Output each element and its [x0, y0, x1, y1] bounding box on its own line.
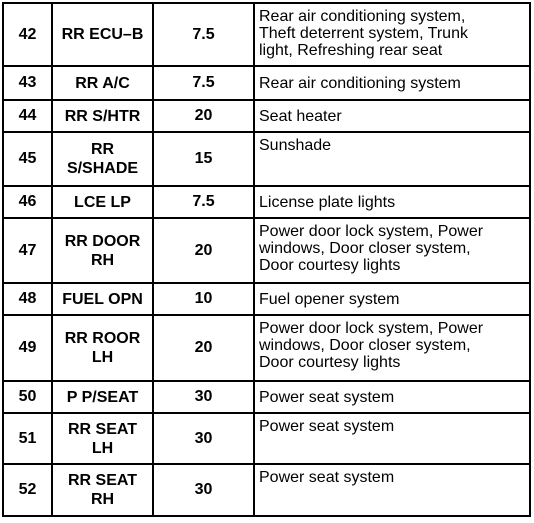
fuse-number: 49: [3, 315, 52, 381]
fuse-ampere: 30: [153, 413, 254, 464]
fuse-number: 51: [3, 413, 52, 464]
table-row: [3, 100, 530, 132]
fuse-name: RR ROOR LH: [52, 315, 153, 381]
table-row: [3, 132, 530, 186]
fuse-number: 43: [3, 66, 52, 100]
fuse-circuit: Seat heater: [254, 100, 530, 132]
fuse-circuit: Power door lock system, Power windows, Door closer system, Door courtesy lights: [254, 218, 530, 283]
fuse-number: 42: [3, 3, 52, 66]
fuse-number: 47: [3, 218, 52, 283]
fuse-ampere: 20: [153, 100, 254, 132]
fuse-ampere: 20: [153, 315, 254, 381]
fuse-ampere: 7.5: [153, 3, 254, 66]
fuse-name: RR SEAT RH: [52, 464, 153, 516]
fuse-ampere: 30: [153, 464, 254, 516]
fuse-name: FUEL OPN: [52, 283, 153, 315]
table-row: [3, 218, 530, 283]
fuse-number: 52: [3, 464, 52, 516]
fuse-number: 46: [3, 186, 52, 218]
fuse-name: RR S/HTR: [52, 100, 153, 132]
table-row: [3, 464, 530, 516]
fuse-ampere: 7.5: [153, 66, 254, 100]
fuse-number: 50: [3, 381, 52, 413]
fuse-circuit: Power seat system: [254, 381, 530, 413]
fuse-name: RR ECU–B: [52, 3, 153, 66]
fuse-name: RR SEAT LH: [52, 413, 153, 464]
table-row: [3, 315, 530, 381]
fuse-table-body: [3, 3, 530, 516]
fuse-table: [2, 2, 531, 517]
fuse-circuit: License plate lights: [254, 186, 530, 218]
fuse-number: 45: [3, 132, 52, 186]
fuse-circuit: Power seat system: [254, 464, 530, 516]
fuse-circuit: Rear air conditioning system, Theft deterrent system, Trunk light, Refreshing rear seat: [254, 3, 530, 66]
fuse-name: P P/SEAT: [52, 381, 153, 413]
table-row: [3, 381, 530, 413]
table-row: [3, 66, 530, 100]
fuse-circuit: Fuel opener system: [254, 283, 530, 315]
table-row: [3, 186, 530, 218]
fuse-circuit: Sunshade: [254, 132, 530, 186]
fuse-name: RR S/SHADE: [52, 132, 153, 186]
fuse-number: 48: [3, 283, 52, 315]
fuse-number: 44: [3, 100, 52, 132]
fuse-circuit: Power door lock system, Power windows, Door closer system, Door courtesy lights: [254, 315, 530, 381]
table-row: [3, 283, 530, 315]
fuse-ampere: 30: [153, 381, 254, 413]
fuse-ampere: 15: [153, 132, 254, 186]
fuse-ampere: 7.5: [153, 186, 254, 218]
fuse-circuit: Rear air conditioning system: [254, 66, 530, 100]
table-row: [3, 413, 530, 464]
fuse-name: RR DOOR RH: [52, 218, 153, 283]
fuse-circuit: Power seat system: [254, 413, 530, 464]
fuse-ampere: 10: [153, 283, 254, 315]
table-row: [3, 3, 530, 66]
fuse-name: LCE LP: [52, 186, 153, 218]
fuse-name: RR A/C: [52, 66, 153, 100]
fuse-ampere: 20: [153, 218, 254, 283]
